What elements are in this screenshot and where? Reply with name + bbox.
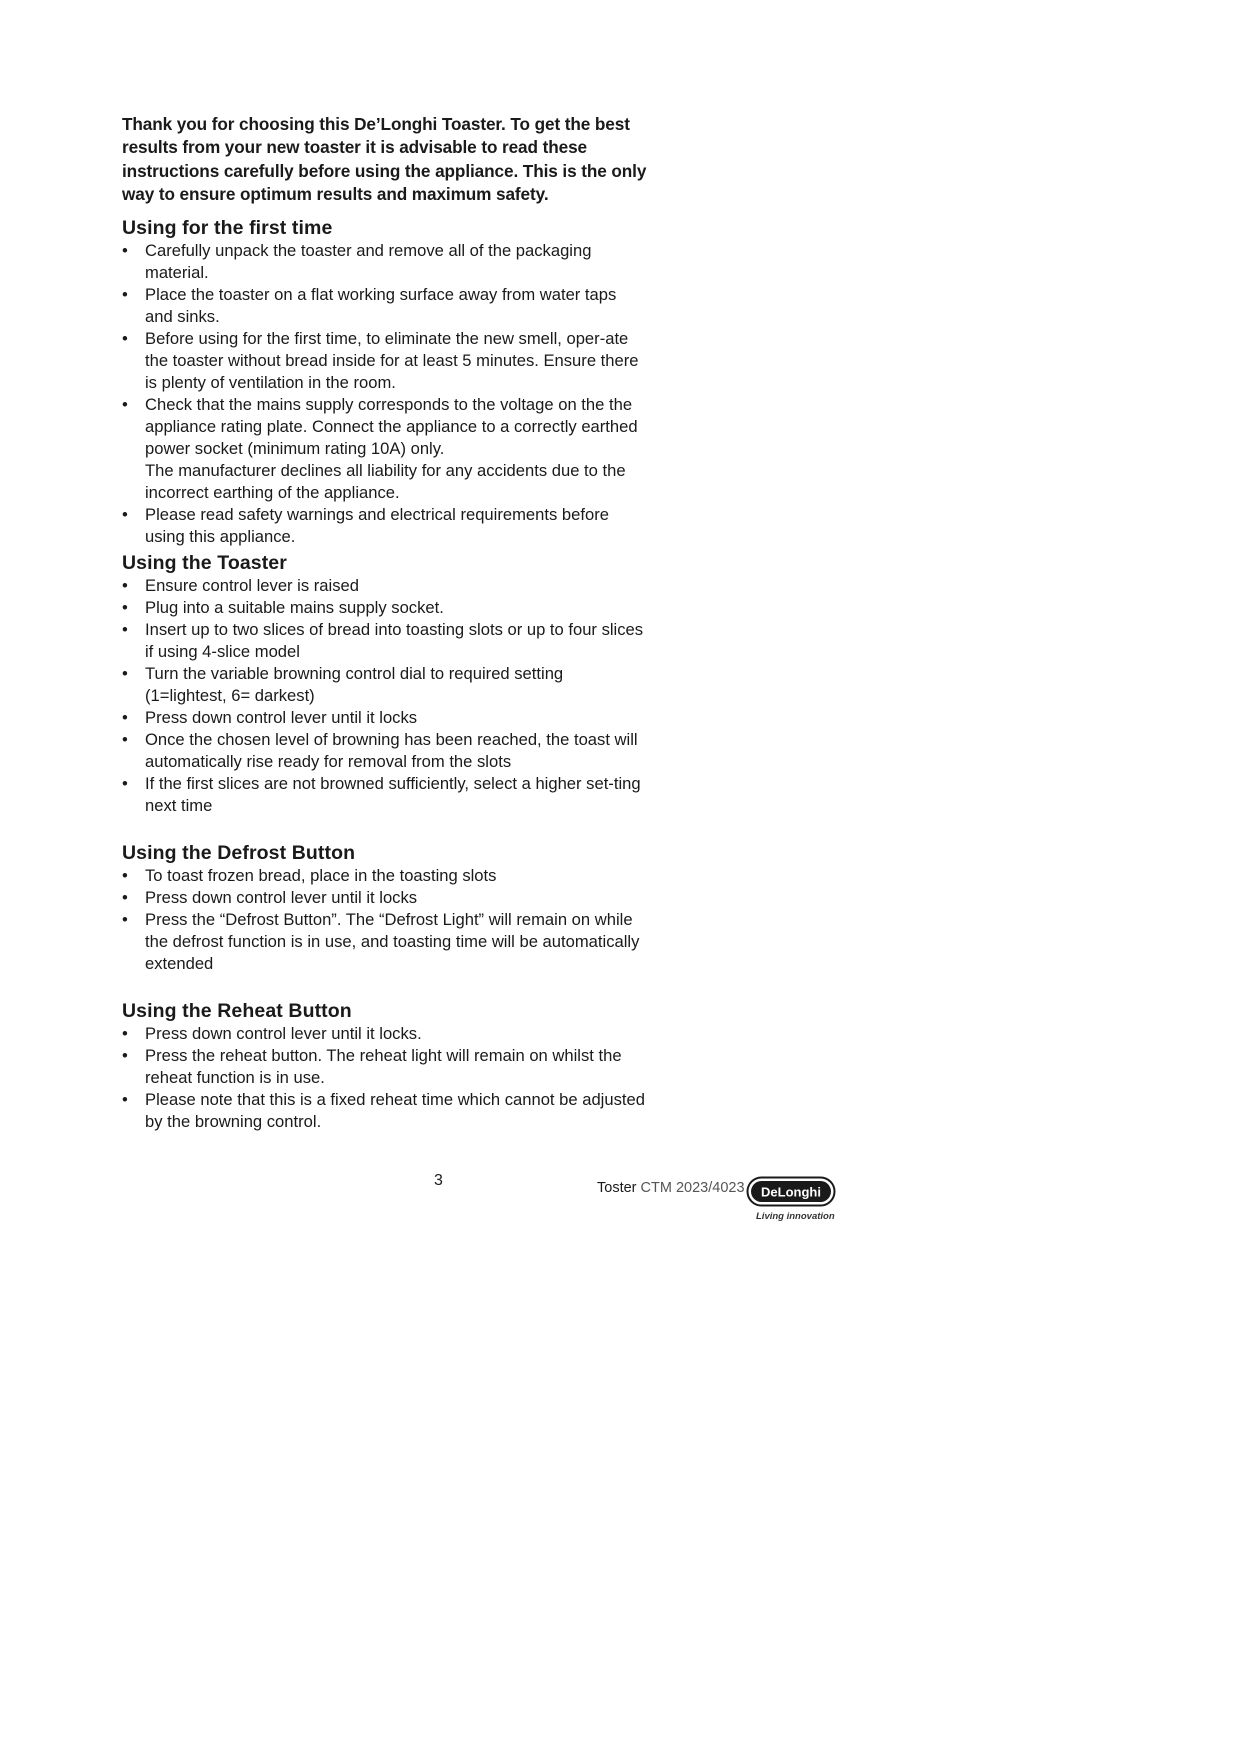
intro-paragraph: Thank you for choosing this De’Longhi Toaster. To get the best results from your new toaster it is advisable to read these instructions carefully before using the appliance. This is the only way to ensure optimum results and maximum safety. <box>122 114 647 204</box>
product-name: Toster <box>597 1180 637 1196</box>
list-item: • Press the reheat button. The reheat light will remain on whilst the reheat function is in use. <box>122 1046 622 1088</box>
bullet: • <box>122 1046 128 1066</box>
list-using-toaster <box>122 575 647 817</box>
bullet: • <box>122 505 128 525</box>
bullet: • <box>122 1024 128 1044</box>
tagline: Living innovation <box>756 1211 835 1222</box>
heading-first-time: Using for the first time <box>122 217 333 240</box>
bullet: • <box>122 241 128 261</box>
logo-badge-icon <box>746 1176 836 1210</box>
bullet: • <box>122 1090 128 1110</box>
list-item: • Before using for the first time, to eliminate the new smell, oper-ate the toaster without bread inside for at least 5 minutes. Ensure there is plenty of ventilation in the room. <box>122 329 639 393</box>
bullet: • <box>122 285 128 305</box>
list-item: • Place the toaster on a flat working surface away from water taps and sinks. <box>122 285 617 327</box>
list-item: • Press down control lever until it locks. <box>122 1024 422 1044</box>
list-item: • Please note that this is a fixed reheat time which cannot be adjusted by the browning control. <box>122 1090 645 1132</box>
list-item: • Press the “Defrost Button”. The “Defrost Light” will remain on while the defrost function is in use, and toasting time will be automatically extended <box>122 910 640 974</box>
list-item: • If the first slices are not browned sufficiently, select a higher set-ting next time <box>122 774 641 816</box>
list-item: • Ensure control lever is raised <box>122 576 359 596</box>
bullet: • <box>122 620 128 640</box>
logo-text: DeLonghi <box>761 1184 821 1200</box>
product-model <box>597 1180 745 1196</box>
list-item: • Plug into a suitable mains supply socket. <box>122 598 444 618</box>
list-item: • Check that the mains supply corresponds to the voltage on the the appliance rating plate. Connect the appliance to a correctly earthed power socket (minimum rating 10A) only. The manufacturer declines all liability for any accidents due to the incorrect earthing of the appliance. <box>122 395 638 503</box>
bullet: • <box>122 329 128 349</box>
heading-reheat: Using the Reheat Button <box>122 1000 352 1023</box>
list-item: • Once the chosen level of browning has been reached, the toast will automatically rise ready for removal from the slots <box>122 730 638 772</box>
bullet: • <box>122 395 128 415</box>
list-item: • Press down control lever until it locks <box>122 888 418 908</box>
bullet: • <box>122 576 128 596</box>
list-item: • Carefully unpack the toaster and remove all of the packaging material. <box>122 241 592 283</box>
bullet: • <box>122 730 128 750</box>
bullet: • <box>122 910 128 930</box>
bullet: • <box>122 664 128 684</box>
list-item: • Turn the variable browning control dial to required setting (1=lightest, 6= darkest) <box>122 664 564 706</box>
list-defrost <box>122 865 647 975</box>
heading-using-toaster: Using the Toaster <box>122 552 287 575</box>
list-reheat <box>122 1023 647 1133</box>
list-item: • Please read safety warnings and electrical requirements before using this appliance. <box>122 505 609 547</box>
page-number: 3 <box>434 1172 443 1189</box>
model-number: CTM 2023/4023 <box>640 1180 745 1196</box>
heading-defrost: Using the Defrost Button <box>122 842 356 865</box>
manual-column <box>122 113 647 1133</box>
list-item: • Insert up to two slices of bread into toasting slots or up to four slices if using 4-slice model <box>122 620 644 662</box>
bullet: • <box>122 708 128 728</box>
list-first-time <box>122 240 647 548</box>
bullet: • <box>122 598 128 618</box>
bullet: • <box>122 866 128 886</box>
bullet: • <box>122 888 128 908</box>
list-item: • To toast frozen bread, place in the toasting slots <box>122 866 497 886</box>
list-item: • Press down control lever until it locks <box>122 708 418 728</box>
bullet: • <box>122 774 128 794</box>
liability-note: The manufacturer declines all liability for any accidents due to the incorrect earthing of the appliance. <box>145 461 626 503</box>
